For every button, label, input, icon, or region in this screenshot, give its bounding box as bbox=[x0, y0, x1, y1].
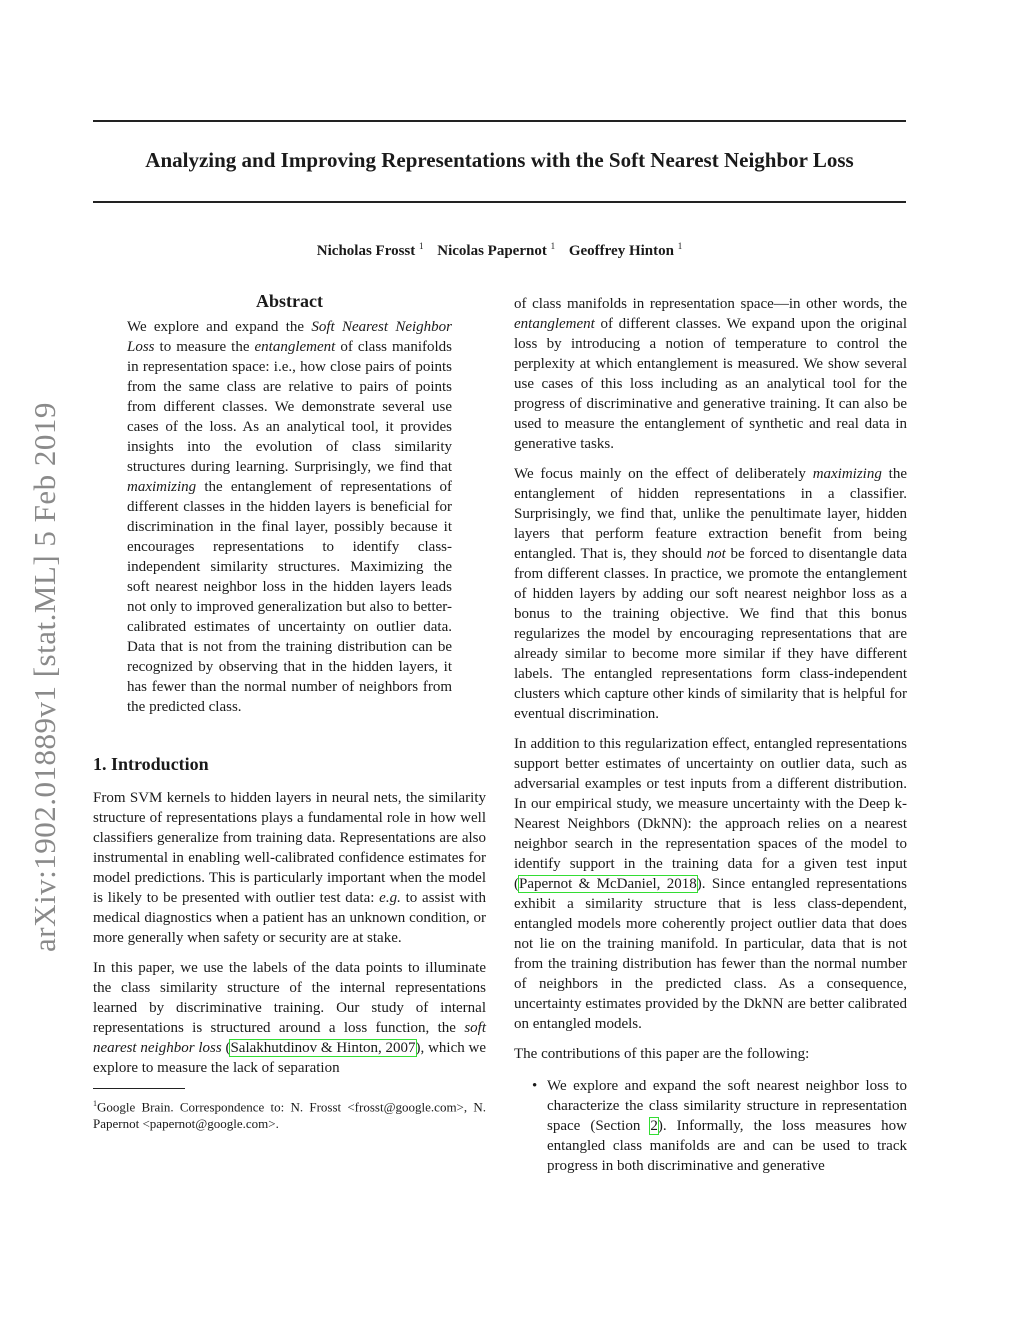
arxiv-identifier-watermark: arXiv:1902.01889v1 [stat.ML] 5 Feb 2019 bbox=[27, 402, 62, 952]
left-column bbox=[93, 289, 486, 1132]
author: Nicholas Frosst $^1$ bbox=[316, 241, 424, 259]
section-heading-introduction: 1. Introduction bbox=[93, 754, 209, 774]
intro-paragraph: In this paper, we use the labels of the data points to illuminate the class similarity structure of the internal representations learned by discriminative training. Our study of internal representations is structured around a loss function, the soft nearest neighbor loss (Salakhutdinov & Hinton, 2007), which we explore to measure the lack of separation bbox=[93, 960, 486, 1076]
list-item: • We explore and expand the soft nearest neighbor loss to characterize the class similarity structure in representation space (Section 2). Informally, the loss measures how entangled class manifolds are and can be used to track progress in both discriminative and generative bbox=[532, 1078, 907, 1174]
body-paragraph: We focus mainly on the effect of deliberately maximizing the entanglement of hidden representations in a classifier. Surprisingly, we find that, unlike the penultimate layer, hidden layers that perform feature extraction benefit from being entangled. That is, they should not be forced to disentangle data from different classes. In practice, we promote the entanglement of hidden layers by adding our soft nearest neighbor loss as a bonus to the training objective. We find that this bonus regularizes the model by encouraging representations that are already similar to become more similar if they have different labels. The entangled representations form class-independent clusters which capture other kinds of similarity that is helpful for eventual discrimination. bbox=[514, 466, 907, 722]
body-paragraph: of class manifolds in representation space—in other words, the entanglement of different classes. We expand upon the original loss by introducing a notion of temperature to control the perplexity at which entanglement is measured. We show several use cases of this loss including as an analytical tool for the progress of discriminative and generative training. It can also be used to measure the entanglement of synthetic and real data in generative tasks. bbox=[514, 296, 907, 452]
right-column bbox=[514, 294, 907, 1176]
abstract-heading: Abstract bbox=[256, 291, 323, 311]
body-paragraph: The contributions of this paper are the following: bbox=[514, 1046, 810, 1062]
author: Nicolas Papernot $^1$ bbox=[437, 241, 556, 259]
footnote-rule bbox=[93, 1088, 185, 1089]
author-list bbox=[93, 236, 906, 261]
contributions-list bbox=[514, 1076, 907, 1176]
title-top-rule bbox=[93, 120, 906, 122]
body-paragraph: In addition to this regularization effect, entangled representations support better estimates of uncertainty on outlier data, such as adversarial examples or test inputs from a different distribution. In our empirical study, we measure uncertainty with the Deep k-Nearest Neighbors (DkNN): the approach relies on a nearest neighbor search in the representation spaces of the model to identify support in the training data for a given test input (Papernot & McDaniel, 2018). Since entangled representations exhibit a similarity structure that is less class-dependent, entangled models more coherently project outlier data that does not lie on the training manifold. In particular, data that is not from the training distribution has fewer than the normal number of neighbors in the predicted class. As a consequence, uncertainty estimates provided by the DkNN are better calibrated on entangled models. bbox=[514, 736, 907, 1032]
footnote: $^1$Google Brain. Correspondence to: N. Frosst <frosst@google.com>, N. Papernot <papernot@google.com>. bbox=[93, 1099, 486, 1132]
citation-link[interactable]: Papernot & McDaniel, 2018 bbox=[519, 876, 697, 892]
paper-title: Analyzing and Improving Representations with the Soft Nearest Neighbor Loss bbox=[145, 148, 854, 172]
abstract-text: We explore and expand the Soft Nearest Neighbor Loss to measure the entanglement of class manifolds in representation space: i.e., how close pairs of points from the same class are relative to pairs of points from different classes. We demonstrate several use cases of the loss. As an analytical tool, it provides insights into the evolution of class similarity structures during learning. Surprisingly, we find that maximizing the entanglement of representations of different classes in the hidden layers is beneficial for discrimination in the final layer, possibly because it encourages representations to identify class-independent similarity structures. Maximizing the soft nearest neighbor loss in the hidden layers leads not only to improved generalization but also to better-calibrated estimates of uncertainty on outlier data. Data that is not from the training distribution can be recognized by observing that in the hidden layers, it has fewer than the normal number of neighbors from the predicted class. bbox=[127, 319, 453, 715]
title-bottom-rule bbox=[93, 201, 906, 203]
citation-link[interactable]: Salakhutdinov & Hinton, 2007 bbox=[230, 1040, 416, 1056]
intro-paragraph: From SVM kernels to hidden layers in neural nets, the similarity structure of representations plays a fundamental role in how well classifiers generalize from training data. Representations are also instrumental in enabling well-calibrated confidence estimates for model predictions. This is particularly important when the model is likely to be presented with outlier test data: e.g. to assist with medical diagnostics when a patient has an unknown condition, or more generally when safety or security are at stake. bbox=[93, 790, 486, 946]
section-reference-link[interactable]: 2 bbox=[650, 1118, 658, 1134]
bullet-icon: • bbox=[532, 1078, 538, 1094]
author: Geoffrey Hinton $^1$ bbox=[568, 241, 683, 259]
